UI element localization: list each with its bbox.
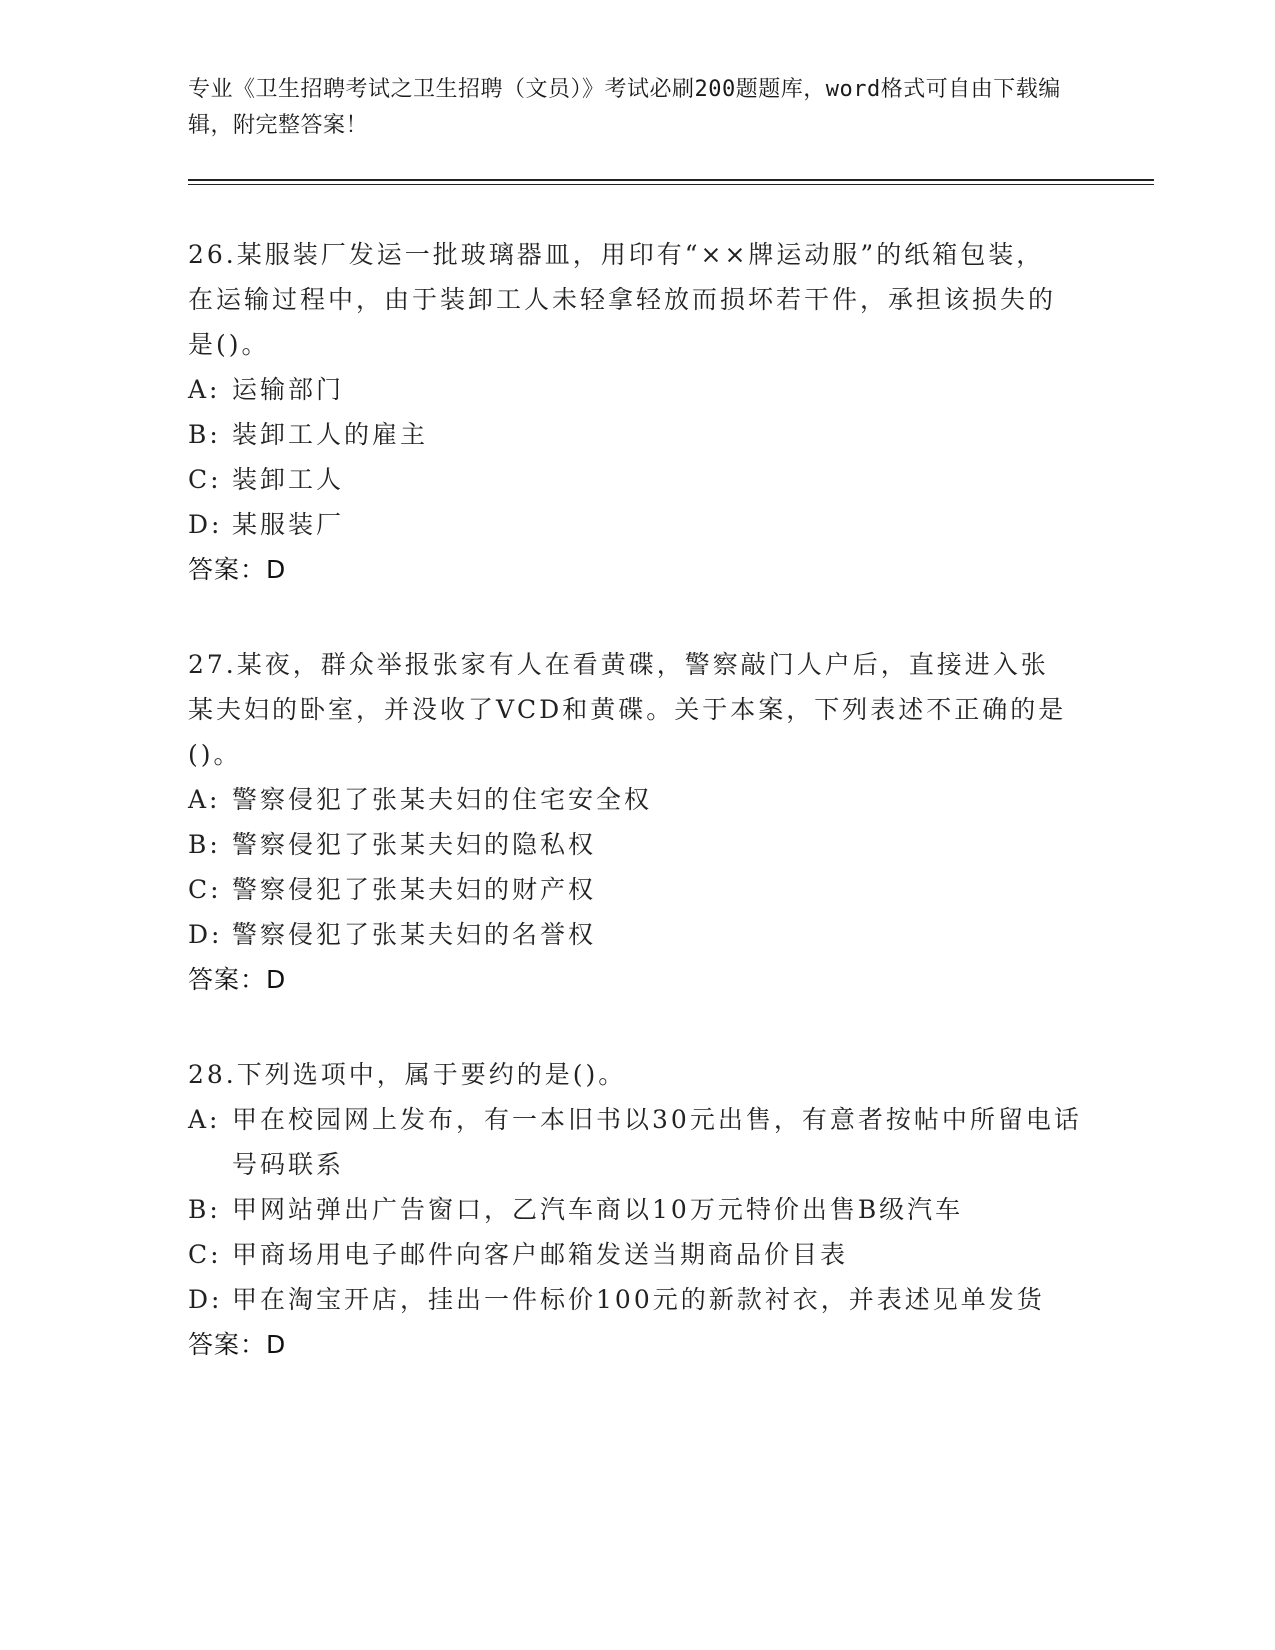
answer-line: 答案：D [188,1330,287,1359]
option-text: 甲在淘宝开店，挂出一件标价100元的新款衬衣，并表述见单发货 [232,1285,1045,1314]
header-divider-thin [188,184,1154,185]
option-d [188,1277,1088,1322]
option-text: 甲网站弹出广告窗口，乙汽车商以10万元特价出售B级汽车 [232,1195,964,1224]
option-c [188,457,1088,502]
header-divider-thick [188,179,1154,181]
option-text: 警察侵犯了张某夫妇的财产权 [232,875,597,904]
question-block [188,232,1088,592]
option-text: 装卸工人 [232,465,345,494]
option-text: 甲商场用电子邮件向客户邮箱发送当期商品价目表 [232,1240,849,1269]
option-key: D: [188,920,223,949]
option-text: 运输部门 [232,375,345,404]
option-c [188,1232,1088,1277]
option-key: C: [188,465,222,494]
question-block [188,642,1088,1002]
option-text: 警察侵犯了张某夫妇的住宅安全权 [232,785,653,814]
option-key: A: [188,375,221,404]
question-stem: 26.某服装厂发运一批玻璃器皿，用印有“××牌运动服”的纸箱包装，在运输过程中，由于装卸工人未轻拿轻放而损坏若干件，承担该损失的是()。 [188,240,1057,359]
option-key: A: [188,1105,221,1134]
option-text: 甲在校园网上发布，有一本旧书以30元出售，有意者按帖中所留电话号码联系 [232,1105,1082,1179]
answer-line: 答案：D [188,555,287,584]
option-key: B: [188,1195,221,1224]
option-key: C: [188,875,222,904]
question-block [188,1052,1088,1367]
document-intro: 专业《卫生招聘考试之卫生招聘（文员）》考试必刷200题题库，word格式可自由下载编辑，附完整答案！ [188,77,1061,138]
option-d [188,912,1088,957]
option-a [188,777,1088,822]
option-b [188,1187,1088,1232]
option-b [188,822,1088,867]
option-key: D: [188,510,223,539]
option-key: B: [188,420,221,449]
option-a [188,367,1088,412]
option-b [188,412,1088,457]
option-c [188,867,1088,912]
option-text: 警察侵犯了张某夫妇的名誉权 [232,920,597,949]
option-key: B: [188,830,221,859]
option-key: C: [188,1240,222,1269]
option-key: A: [188,785,221,814]
question-stem: 27.某夜，群众举报张家有人在看黄碟，警察敲门人户后，直接进入张某夫妇的卧室，并没收了VCD和黄碟。关于本案，下列表述不正确的是()。 [188,650,1067,769]
option-a [188,1097,1088,1187]
option-text: 某服装厂 [232,510,345,539]
option-text: 装卸工人的雇主 [232,420,429,449]
answer-line: 答案：D [188,965,287,994]
option-text: 警察侵犯了张某夫妇的隐私权 [232,830,597,859]
question-stem: 28.下列选项中，属于要约的是()。 [188,1060,627,1089]
option-d [188,502,1088,547]
option-key: D: [188,1285,223,1314]
